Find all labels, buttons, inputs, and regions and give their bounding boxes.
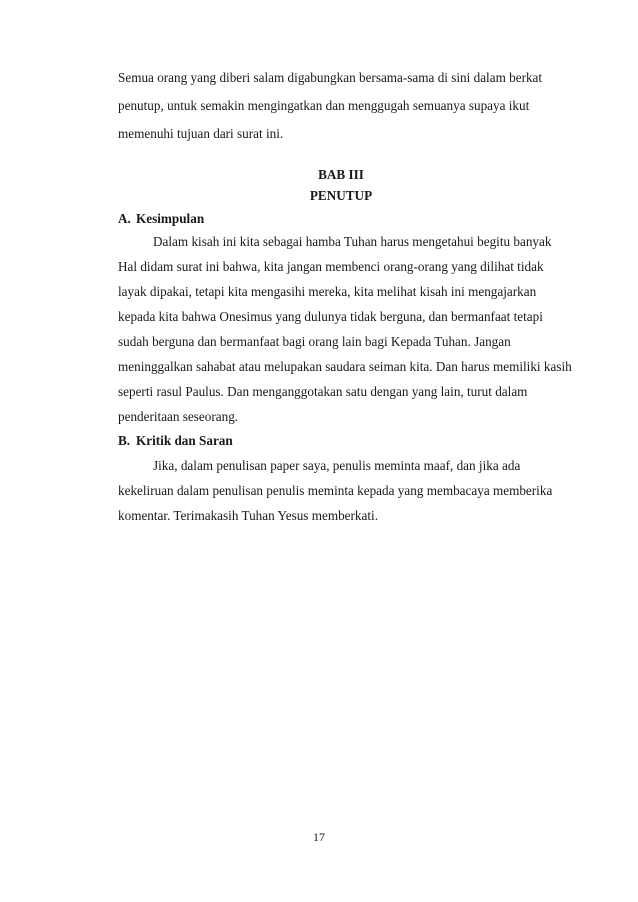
section-b-line-3: komentar. Terimakasih Tuhan Yesus memberkati.	[118, 508, 378, 523]
section-a-line-7: seperti rasul Paulus. Dan menganggotakan satu dengan yang lain, turut dalam	[118, 384, 528, 399]
chapter-title: PENUTUP	[309, 188, 373, 203]
page-number: 17	[313, 830, 325, 844]
section-b-line-2: kekeliruan dalam penulisan penulis meminta kepada yang membacaya memberika	[118, 483, 553, 498]
section-a-heading	[118, 211, 204, 227]
section-a-line-5: sudah berguna dan bermanfaat bagi orang lain bagi Kepada Tuhan. Jangan	[118, 334, 511, 349]
section-b-line-1: Jika, dalam penulisan paper saya, penulis meminta maaf, dan jika ada	[153, 458, 521, 473]
section-a-line-4: kepada kita bahwa Onesimus yang dulunya tidak berguna, dan bermanfaat tetapi	[118, 309, 543, 324]
section-a-number: A.	[118, 211, 131, 226]
section-a-title: Kesimpulan	[136, 211, 205, 226]
section-b-title: Kritik dan Saran	[136, 433, 233, 448]
chapter-number: BAB III	[318, 167, 364, 182]
intro-line-2: penutup, untuk semakin mengingatkan dan menggugah semuanya supaya ikut	[118, 98, 530, 113]
section-b-heading	[118, 433, 233, 449]
section-a-line-2: Hal didam surat ini bahwa, kita jangan membenci orang-orang yang dilihat tidak	[118, 259, 544, 274]
section-a-line-8: penderitaan seseorang.	[118, 409, 239, 424]
section-b-number: B.	[118, 433, 131, 448]
section-a-line-6: meninggalkan sahabat atau melupakan saudara seiman kita. Dan harus memiliki kasih	[118, 359, 572, 374]
section-a-line-1: Dalam kisah ini kita sebagai hamba Tuhan harus mengetahui begitu banyak	[153, 234, 552, 249]
intro-line-1: Semua orang yang diberi salam digabungkan bersama-sama di sini dalam berkat	[118, 70, 543, 85]
intro-line-3: memenuhi tujuan dari surat ini.	[118, 126, 284, 141]
section-a-line-3: layak dipakai, tetapi kita mengasihi mereka, kita melihat kisah ini mengajarkan	[118, 284, 537, 299]
